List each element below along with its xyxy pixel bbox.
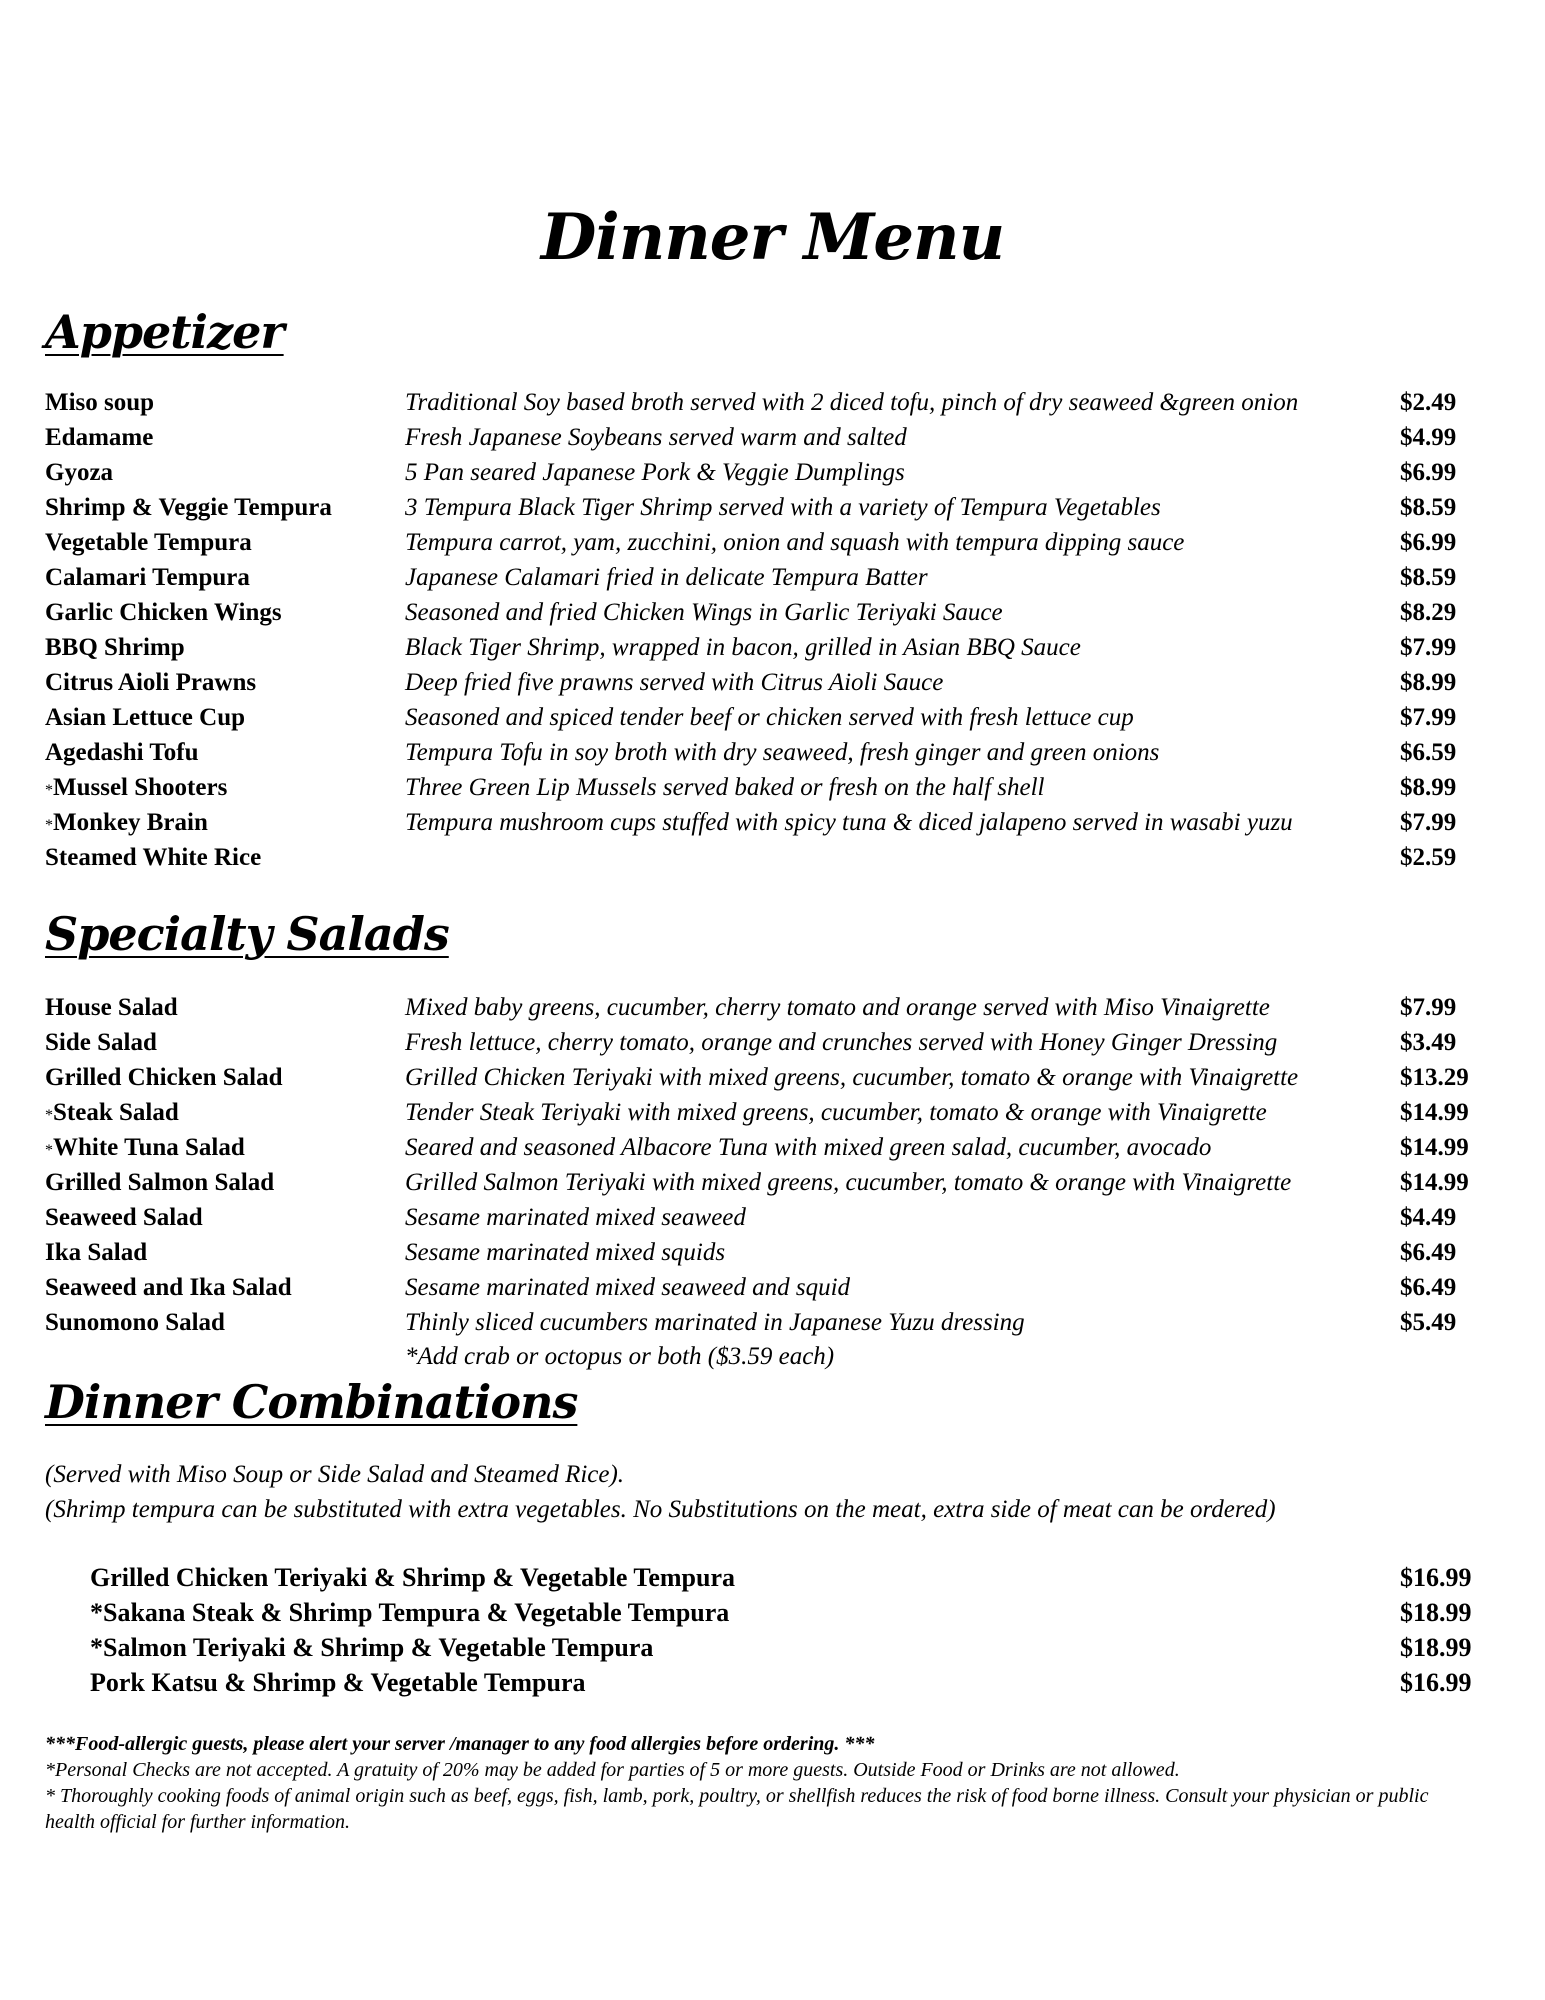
menu-item-price: $6.99 bbox=[1400, 529, 1457, 556]
menu-item-description: Fresh Japanese Soybeans served warm and salted bbox=[405, 424, 907, 451]
menu-item bbox=[45, 805, 1465, 840]
menu-item-price: $4.99 bbox=[1400, 424, 1457, 451]
menu-item bbox=[45, 525, 1465, 560]
menu-item-name bbox=[45, 805, 208, 843]
menu-item-name bbox=[45, 1165, 274, 1203]
menu-item-description: Tender Steak Teriyaki with mixed greens, cucumber, tomato & orange with Vinaigrette bbox=[405, 1099, 1267, 1126]
combination-price: $16.99 bbox=[1400, 1563, 1472, 1592]
menu-item-name-text: Agedashi Tofu bbox=[45, 739, 199, 766]
menu-item-description: Black Tiger Shrimp, wrapped in bacon, grilled in Asian BBQ Sauce bbox=[405, 634, 1081, 661]
menu-item-price: $14.99 bbox=[1400, 1169, 1469, 1196]
combination-item bbox=[90, 1595, 1490, 1630]
menu-item-star: * bbox=[45, 1107, 53, 1124]
menu-item-price: $8.29 bbox=[1400, 599, 1457, 626]
menu-item-price: $7.99 bbox=[1400, 994, 1457, 1021]
menu-item-description: 5 Pan seared Japanese Pork & Veggie Dumplings bbox=[405, 459, 905, 486]
menu-item-name-text: Seaweed and Ika Salad bbox=[45, 1274, 292, 1301]
menu-item bbox=[45, 1095, 1469, 1130]
menu-item-name bbox=[45, 595, 282, 633]
combination-price: $16.99 bbox=[1400, 1668, 1472, 1697]
menu-item-description: Tempura carrot, yam, zucchini, onion and squash with tempura dipping sauce bbox=[405, 529, 1185, 556]
menu-item-name-text: Grilled Chicken Salad bbox=[45, 1064, 283, 1091]
menu-item-name-text: Shrimp & Veggie Tempura bbox=[45, 494, 332, 521]
page-title: Dinner Menu bbox=[540, 200, 1005, 275]
menu-item-name-text: Seaweed Salad bbox=[45, 1204, 203, 1231]
menu-item-name-text: Side Salad bbox=[45, 1029, 157, 1056]
menu-item-star: * bbox=[45, 1142, 53, 1159]
menu-item-name bbox=[45, 770, 227, 808]
menu-item-star: * bbox=[45, 817, 53, 834]
menu-item bbox=[45, 665, 1465, 700]
menu-item-name-text: White Tuna Salad bbox=[53, 1134, 245, 1161]
menu-item-name-text: Steak Salad bbox=[53, 1099, 179, 1126]
menu-item-price: $6.49 bbox=[1400, 1239, 1457, 1266]
combinations-list bbox=[90, 1560, 1490, 1700]
menu-item bbox=[45, 735, 1465, 770]
menu-item-name-text: Mussel Shooters bbox=[53, 774, 228, 801]
menu-item-name bbox=[45, 1060, 283, 1098]
combination-item bbox=[90, 1560, 1490, 1595]
menu-item bbox=[45, 1235, 1465, 1270]
menu-item-price: $14.99 bbox=[1400, 1134, 1469, 1161]
menu-item-name-text: Gyoza bbox=[45, 459, 114, 486]
menu-item-price: $5.49 bbox=[1400, 1309, 1457, 1336]
menu-item-price: $7.99 bbox=[1400, 634, 1457, 661]
menu-item-description: Thinly sliced cucumbers marinated in Japanese Yuzu dressing bbox=[405, 1309, 1025, 1336]
menu-item-price: $13.29 bbox=[1400, 1064, 1469, 1091]
combination-name: *Sakana Steak & Shrimp Tempura & Vegetable Tempura bbox=[90, 1598, 730, 1627]
menu-item-name bbox=[45, 1305, 225, 1343]
menu-item-price: $4.49 bbox=[1400, 1204, 1457, 1231]
menu-item-price: $8.59 bbox=[1400, 494, 1457, 521]
menu-item-name-text: Garlic Chicken Wings bbox=[45, 599, 282, 626]
menu-item bbox=[45, 1305, 1465, 1340]
menu-item bbox=[45, 560, 1465, 595]
menu-item-name bbox=[45, 700, 245, 738]
menu-item bbox=[45, 1025, 1465, 1060]
menu-item-description: Seasoned and fried Chicken Wings in Garlic Teriyaki Sauce bbox=[405, 599, 1003, 626]
menu-item-name bbox=[45, 420, 153, 458]
salads-addon-note: *Add crab or octopus or both ($3.59 each) bbox=[405, 1343, 835, 1370]
combinations-substitution-note: (Shrimp tempura can be substituted with extra vegetables. No Substitutions on the meat, extra side of meat can be ordered) bbox=[45, 1496, 1276, 1523]
menu-item-description: Japanese Calamari fried in delicate Tempura Batter bbox=[405, 564, 928, 591]
menu-item-description: Deep fried five prawns served with Citrus Aioli Sauce bbox=[405, 669, 944, 696]
menu-item bbox=[45, 420, 1465, 455]
menu-item-name-text: Edamame bbox=[45, 424, 154, 451]
appetizer-list bbox=[45, 385, 1465, 875]
checks-policy: *Personal Checks are not accepted. A gratuity of 20% may be added for parties of 5 or more guests. Outside Food or Drinks are not allowed. bbox=[45, 1759, 1180, 1781]
footer-notes bbox=[45, 1731, 1465, 1835]
menu-item bbox=[45, 1165, 1469, 1200]
menu-item-name-text: Monkey Brain bbox=[53, 809, 208, 836]
menu-item bbox=[45, 990, 1465, 1025]
menu-item-price: $7.99 bbox=[1400, 809, 1457, 836]
menu-item-name bbox=[45, 735, 199, 773]
menu-item-description: Tempura Tofu in soy broth with dry seaweed, fresh ginger and green onions bbox=[405, 739, 1160, 766]
food-safety-warning: * Thoroughly cooking foods of animal origin such as beef, eggs, fish, lamb, pork, poultry, or shellfish reduces the risk of food borne illness. Consult your physician or public health official for further information. bbox=[45, 1785, 1429, 1833]
menu-item-name bbox=[45, 490, 332, 528]
menu-item bbox=[45, 385, 1465, 420]
menu-item bbox=[45, 595, 1465, 630]
menu-item bbox=[45, 1200, 1465, 1235]
menu-item-name-text: Grilled Salmon Salad bbox=[45, 1169, 275, 1196]
menu-item bbox=[45, 455, 1465, 490]
menu-item-name-text: Asian Lettuce Cup bbox=[45, 704, 246, 731]
combinations-notes bbox=[45, 1457, 1276, 1527]
menu-item-price: $7.99 bbox=[1400, 704, 1457, 731]
allergy-notice: ***Food-allergic guests, please alert your server /manager to any food allergies before ordering. *** bbox=[45, 1733, 875, 1755]
menu-item-name-text: Sunomono Salad bbox=[45, 1309, 225, 1336]
appetizer-heading: Appetizer bbox=[45, 305, 284, 359]
menu-item-name-text: Steamed White Rice bbox=[45, 844, 262, 871]
menu-item-price: $8.99 bbox=[1400, 774, 1457, 801]
salads-list bbox=[45, 990, 1469, 1340]
menu-item-name bbox=[45, 385, 154, 423]
combinations-heading: Dinner Combinations bbox=[45, 1375, 578, 1429]
menu-item-price: $2.59 bbox=[1400, 844, 1457, 871]
menu-item bbox=[45, 1060, 1469, 1095]
menu-item bbox=[45, 630, 1465, 665]
combination-item bbox=[90, 1665, 1490, 1700]
menu-item-description: Traditional Soy based broth served with 2 diced tofu, pinch of dry seaweed &green onion bbox=[405, 389, 1299, 416]
combination-name: *Salmon Teriyaki & Shrimp & Vegetable Tempura bbox=[90, 1633, 654, 1662]
menu-item bbox=[45, 770, 1465, 805]
menu-item-description: Seared and seasoned Albacore Tuna with mixed green salad, cucumber, avocado bbox=[405, 1134, 1212, 1161]
menu-item-name-text: Calamari Tempura bbox=[45, 564, 250, 591]
menu-item-name bbox=[45, 525, 252, 563]
menu-item-price: $8.59 bbox=[1400, 564, 1457, 591]
menu-item-price: $3.49 bbox=[1400, 1029, 1457, 1056]
menu-item-price: $6.99 bbox=[1400, 459, 1457, 486]
menu-item-name bbox=[45, 1025, 157, 1063]
menu-item-description: Sesame marinated mixed seaweed and squid bbox=[405, 1274, 851, 1301]
menu-item-price: $2.49 bbox=[1400, 389, 1457, 416]
menu-item-description: Grilled Chicken Teriyaki with mixed greens, cucumber, tomato & orange with Vinaigrette bbox=[405, 1064, 1299, 1091]
menu-item-price: $8.99 bbox=[1400, 669, 1457, 696]
menu-item-name bbox=[45, 990, 178, 1028]
menu-item-name bbox=[45, 665, 256, 703]
combination-price: $18.99 bbox=[1400, 1598, 1472, 1627]
menu-item bbox=[45, 840, 1465, 875]
menu-item-name-text: Miso soup bbox=[45, 389, 155, 416]
menu-item bbox=[45, 700, 1465, 735]
menu-item-name bbox=[45, 1095, 179, 1133]
menu-item-description: 3 Tempura Black Tiger Shrimp served with a variety of Tempura Vegetables bbox=[405, 494, 1161, 521]
combination-name: Grilled Chicken Teriyaki & Shrimp & Vegetable Tempura bbox=[90, 1563, 736, 1592]
menu-item-name-text: BBQ Shrimp bbox=[45, 634, 185, 661]
menu-item-description: Tempura mushroom cups stuffed with spicy tuna & diced jalapeno served in wasabi yuzu bbox=[405, 809, 1293, 836]
menu-item-name-text: Vegetable Tempura bbox=[45, 529, 252, 556]
salads-heading: Specialty Salads bbox=[45, 907, 449, 961]
menu-item-name bbox=[45, 1235, 147, 1273]
menu-item-price: $6.59 bbox=[1400, 739, 1457, 766]
menu-item-name bbox=[45, 1130, 245, 1168]
menu-item bbox=[45, 1270, 1465, 1305]
combination-price: $18.99 bbox=[1400, 1633, 1472, 1662]
menu-item-name-text: Ika Salad bbox=[45, 1239, 148, 1266]
menu-item-description: Three Green Lip Mussels served baked or fresh on the half shell bbox=[405, 774, 1045, 801]
menu-item-price: $6.49 bbox=[1400, 1274, 1457, 1301]
menu-item-description: Sesame marinated mixed seaweed bbox=[405, 1204, 746, 1231]
menu-item-name-text: House Salad bbox=[45, 994, 178, 1021]
menu-item-name bbox=[45, 1200, 203, 1238]
menu-item-name bbox=[45, 1270, 292, 1308]
menu-item bbox=[45, 1130, 1469, 1165]
menu-item-name bbox=[45, 630, 185, 668]
menu-item-star: * bbox=[45, 782, 53, 799]
menu-item-name bbox=[45, 455, 113, 493]
menu-item-description: Sesame marinated mixed squids bbox=[405, 1239, 726, 1266]
menu-item bbox=[45, 490, 1465, 525]
menu-item-description: Fresh lettuce, cherry tomato, orange and crunches served with Honey Ginger Dressing bbox=[405, 1029, 1278, 1056]
combinations-served-note: (Served with Miso Soup or Side Salad and Steamed Rice). bbox=[45, 1461, 625, 1488]
menu-item-description: Grilled Salmon Teriyaki with mixed greens, cucumber, tomato & orange with Vinaigrette bbox=[405, 1169, 1292, 1196]
menu-item-description: Seasoned and spiced tender beef or chicken served with fresh lettuce cup bbox=[405, 704, 1134, 731]
menu-item-name bbox=[45, 560, 250, 598]
menu-item-name-text: Citrus Aioli Prawns bbox=[45, 669, 257, 696]
menu-item-name bbox=[45, 840, 261, 878]
combination-item bbox=[90, 1630, 1490, 1665]
combination-name: Pork Katsu & Shrimp & Vegetable Tempura bbox=[90, 1668, 586, 1697]
menu-item-price: $14.99 bbox=[1400, 1099, 1469, 1126]
menu-item-description: Mixed baby greens, cucumber, cherry tomato and orange served with Miso Vinaigrette bbox=[405, 994, 1270, 1021]
